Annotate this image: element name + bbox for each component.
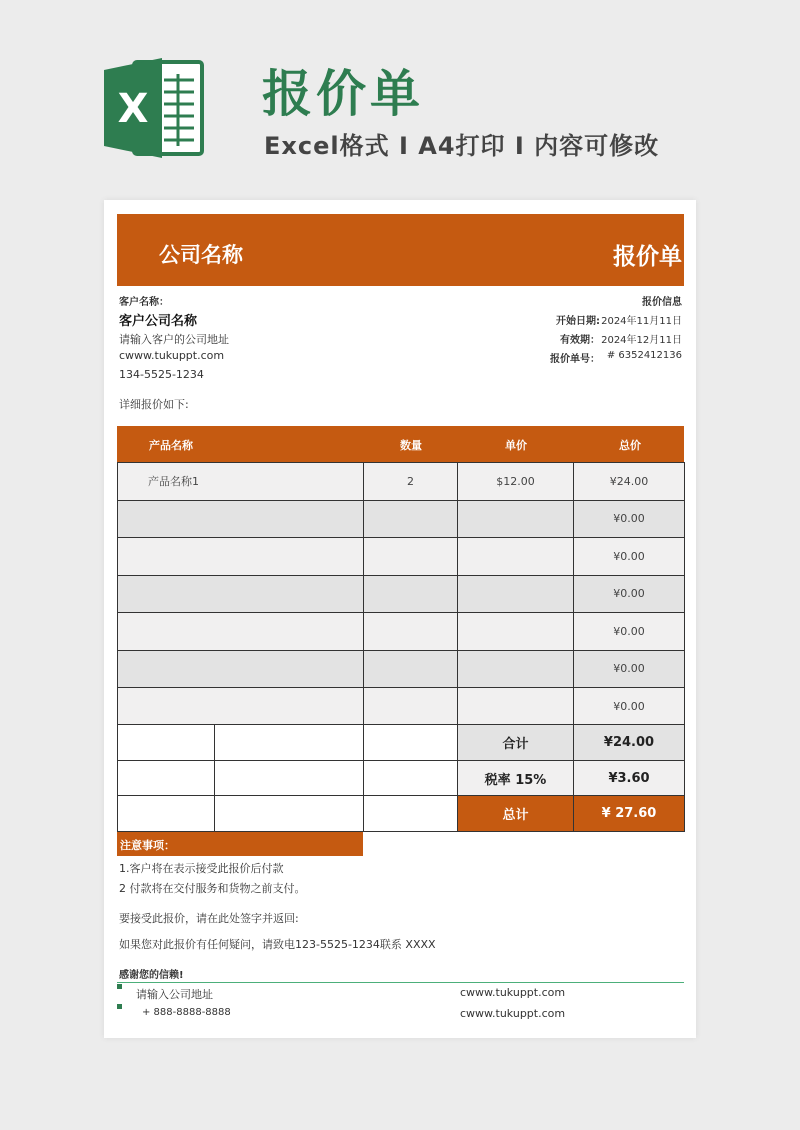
customer-website[interactable]: cwww.tukuppt.com [119, 349, 225, 362]
note-item: 2 付款将在交付服务和货物之前支付。 [119, 882, 306, 895]
signature-cell[interactable] [215, 760, 364, 796]
notes-heading: 注意事项： [117, 832, 363, 856]
footer-website[interactable]: cwww.tukuppt.com [460, 1007, 566, 1020]
qty-cell[interactable] [364, 538, 458, 576]
customer-name[interactable]: 客户公司名称 [119, 314, 198, 329]
price-cell[interactable] [458, 575, 574, 613]
footer-website[interactable]: cwww.tukuppt.com [460, 986, 566, 999]
tax-value: ¥3.60 [574, 760, 685, 796]
quote-number-value[interactable]: # 6352412136 [606, 350, 682, 361]
footer-divider [117, 982, 684, 983]
total-cell: ¥0.00 [574, 613, 685, 651]
qty-cell[interactable] [364, 575, 458, 613]
grand-total-value: ¥ 27.60 [574, 796, 685, 832]
accept-instruction: 要接受此报价，请在此处签字并返回: [119, 912, 299, 925]
tax-label: 税率 15% [458, 760, 574, 796]
table-header [117, 426, 684, 462]
subtotal-label: 合计 [458, 725, 574, 761]
total-cell: ¥0.00 [574, 575, 685, 613]
price-cell[interactable] [458, 650, 574, 688]
total-cell: ¥0.00 [574, 500, 685, 538]
banner-subtitle: Excel格式 I A4打印 I 内容可修改 [264, 132, 660, 160]
customer-label: 客户名称： [119, 297, 169, 308]
quote-info-heading: 报价信息 [642, 297, 682, 308]
table-row [118, 463, 685, 501]
customer-phone[interactable]: 134-5525-1234 [119, 368, 204, 381]
signature-cell[interactable] [364, 760, 458, 796]
total-cell: ¥0.00 [574, 538, 685, 576]
customer-address[interactable]: 请输入客户的公司地址 [119, 333, 229, 346]
excel-logo-icon [104, 58, 206, 158]
footer-phone[interactable]: + 888-8888-8888 [142, 1007, 231, 1018]
footer-bullet-icon [117, 984, 122, 989]
col-product: 产品名称 [149, 439, 193, 452]
product-name-cell[interactable] [118, 650, 364, 688]
qty-cell[interactable] [364, 500, 458, 538]
product-name-cell[interactable]: 产品名称1 [118, 463, 364, 501]
table-row [118, 500, 685, 538]
qty-cell[interactable] [364, 688, 458, 726]
subtotal-value: ¥24.00 [574, 725, 685, 761]
col-total: 总价 [619, 439, 641, 452]
signature-cell[interactable] [118, 725, 215, 761]
doc-title: 报价单 [613, 244, 682, 270]
sheet-header [117, 214, 684, 286]
start-date-value[interactable]: 2024年11月11日 [601, 316, 682, 327]
valid-until-value[interactable]: 2024年12月11日 [601, 335, 682, 346]
total-cell: ¥24.00 [574, 463, 685, 501]
price-cell[interactable] [458, 613, 574, 651]
table-row [118, 613, 685, 651]
footer-bullet-icon [117, 1004, 122, 1009]
start-date-label: 开始日期: [556, 316, 600, 327]
company-name[interactable]: 公司名称 [159, 243, 243, 267]
totals-table [117, 724, 685, 832]
price-cell[interactable] [458, 500, 574, 538]
signature-cell[interactable] [118, 760, 215, 796]
table-row [118, 575, 685, 613]
product-table [117, 462, 685, 726]
signature-cell[interactable] [118, 796, 215, 832]
quote-sheet [104, 200, 696, 1038]
table-row [118, 650, 685, 688]
grand-total-label: 总计 [458, 796, 574, 832]
footer-address[interactable]: 请输入公司地址 [136, 988, 213, 1001]
note-item: 1.客户将在表示接受此报价后付款 [119, 862, 284, 875]
product-name-cell[interactable] [118, 500, 364, 538]
qty-cell[interactable] [364, 650, 458, 688]
product-name-cell[interactable] [118, 575, 364, 613]
table-row [118, 688, 685, 726]
signature-cell[interactable] [215, 725, 364, 761]
product-name-cell[interactable] [118, 538, 364, 576]
product-name-cell[interactable] [118, 613, 364, 651]
banner-title: 报价单 [262, 65, 424, 123]
total-cell: ¥0.00 [574, 688, 685, 726]
signature-cell[interactable] [364, 796, 458, 832]
price-cell[interactable]: $12.00 [458, 463, 574, 501]
price-cell[interactable] [458, 538, 574, 576]
quote-number-label: 报价单号： [550, 354, 600, 365]
col-qty: 数量 [400, 439, 422, 452]
valid-until-label: 有效期： [560, 335, 600, 346]
contact-line: 如果您对此报价有任何疑问，请致电123-5525-1234联系 XXXX [119, 938, 436, 951]
qty-cell[interactable] [364, 613, 458, 651]
total-cell: ¥0.00 [574, 650, 685, 688]
signature-cell[interactable] [215, 796, 364, 832]
qty-cell[interactable]: 2 [364, 463, 458, 501]
thanks-text: 感谢您的信赖! [119, 970, 184, 981]
product-name-cell[interactable] [118, 688, 364, 726]
table-row [118, 538, 685, 576]
detail-intro: 详细报价如下: [119, 398, 189, 411]
svg-text:X: X [117, 86, 149, 132]
signature-cell[interactable] [364, 725, 458, 761]
price-cell[interactable] [458, 688, 574, 726]
col-price: 单价 [505, 439, 527, 452]
